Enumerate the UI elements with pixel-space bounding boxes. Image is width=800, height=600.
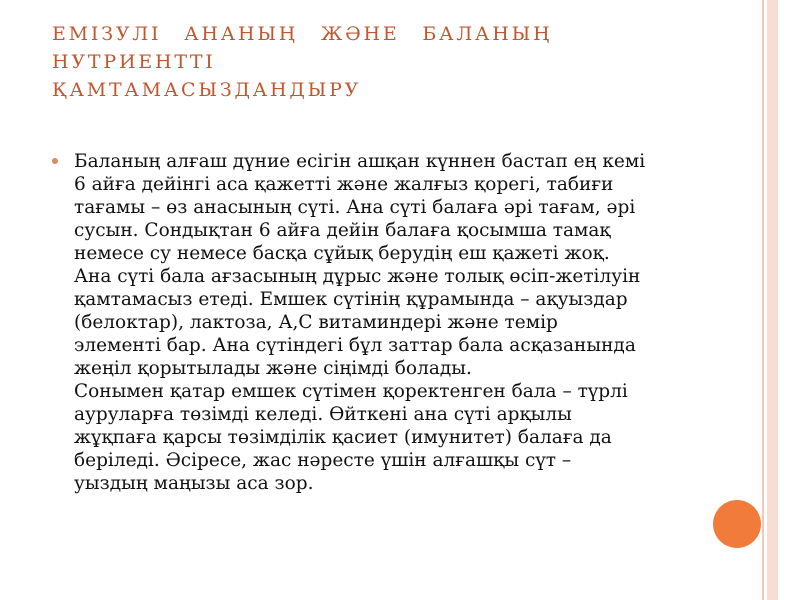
body-line: элементі бар. Ана сүтіндегі бұл заттар бала асқазанында	[74, 335, 636, 356]
body-line: Ана сүті бала ағзасының дұрыс және толық өсіп-жетілуін	[74, 266, 641, 287]
body-line: немесе су немесе басқа сұйық берудің еш қажеті жоқ.	[74, 243, 610, 264]
bullet-text	[74, 150, 694, 495]
body-line: қамтамасыз етеді. Емшек сүтінің құрамында – ақуыздар	[74, 289, 628, 310]
right-edge-bar	[767, 0, 778, 600]
body-line: тағамы – өз анасының сүті. Ана сүті балаға әрі тағам, әрі	[74, 197, 636, 218]
title-line-1: ЕМІЗУЛІ АНАНЫҢ ЖӘНЕ БАЛАНЫҢ НУТРИЕНТТІ	[52, 23, 553, 73]
body-line: Сонымен қатар емшек сүтімен қоректенген бала – түрлі	[74, 381, 628, 402]
body-line: жұқпаға қарсы төзімділік қасиет (имунитет) балаға да	[74, 427, 612, 448]
body-line: 6 айға дейінгі аса қажетті және жалғыз қорегі, табиғи	[74, 174, 614, 195]
body-line: Баланың алғаш дүние есігін ашқан күннен бастап ең кемі	[74, 151, 646, 172]
bullet-dot-icon	[52, 158, 58, 164]
body-line: ауруларға төзімді келеді. Өйткені ана сүті арқылы	[74, 404, 572, 425]
slide-title	[52, 20, 672, 104]
body-line: (белоктар), лактоза, А,С витаминдері және темір	[74, 312, 558, 333]
right-edge-line	[762, 0, 764, 600]
body-line: сусын. Сондықтан 6 айға дейін балаға қосымша тамақ	[74, 220, 611, 241]
title-line-2: ҚАМТАМАСЫЗДАНДЫРУ	[52, 79, 362, 101]
body-line: беріледі. Әсіресе, жас нәресте үшін алғашқы сүт –	[74, 450, 572, 471]
body-line: уыздың маңызы аса зор.	[74, 473, 314, 494]
orange-circle-decoration	[713, 500, 761, 548]
body-line: жеңіл қорытылады және сіңімді болады.	[74, 358, 472, 379]
